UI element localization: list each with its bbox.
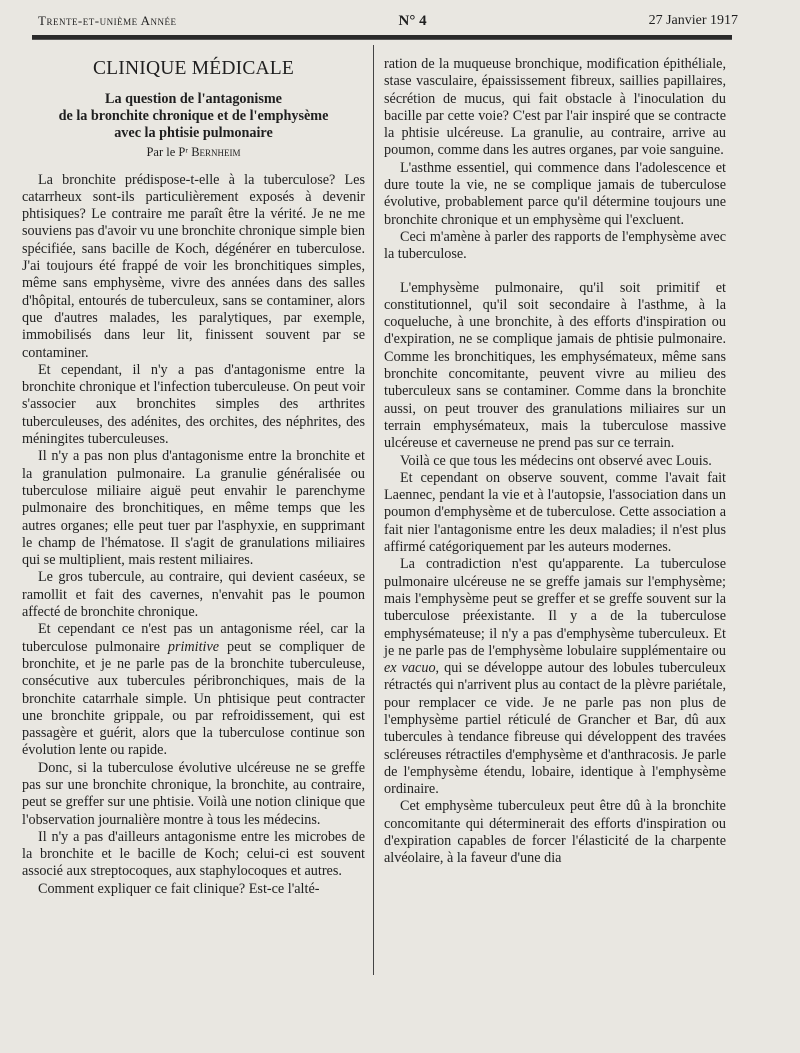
paragraph: Ceci m'amène à parler des rapports de l'emphysème avec la tuberculose. xyxy=(384,228,726,263)
article-title-line-2: de la bronchite chronique et de l'emphysème xyxy=(58,108,329,125)
byline-prefix: Par le Pʳ xyxy=(146,145,189,160)
text-run: La contradiction n'est qu'apparente. La tuberculose pulmonaire ulcéreuse ne se greffe jamais sur l'emphysème; mais l'emphysème peut se greffer et se greffe souvent sur la tuberculose préexistante. Il y a de la tuberculose emphysémateuse; il n'y a pas d'emphysème tuberculeux. Et je ne parle pas de l'emphysème lobulaire supplémentaire ou xyxy=(384,556,726,659)
paragraph: Donc, si la tuberculose évolutive ulcéreuse ne se greffe pas sur une bronchite chronique, la bronchite, au contraire, peut se greffer sur une phtisie. Voilà une notion clinique que l'observation journalière montre à tous les médecins. xyxy=(22,759,365,828)
paragraph: Et cependant on observe souvent, comme l'avait fait Laennec, pendant la vie et à l'autopsie, l'association dans un poumon d'emphysème et de tuberculose. Cette association a fait nier l'antagonisme entre les deux maladies; il n'est plus affirmé catégoriquement par les auteurs modernes. xyxy=(384,469,726,556)
column-divider xyxy=(373,45,374,975)
article-title-line-3: avec la phtisie pulmonaire xyxy=(114,125,273,142)
left-column xyxy=(22,52,365,898)
paragraph: Voilà ce que tous les médecins ont observé avec Louis. xyxy=(400,452,712,469)
byline xyxy=(22,144,365,161)
section-title: CLINIQUE MÉDICALE xyxy=(92,58,295,79)
paragraph: L'emphysème pulmonaire, qu'il soit primitif et constitutionnel, qu'il soit secondaire à l'asthme, à la coqueluche, à une bronchite, à des efforts d'inspiration ou d'expiration, ne se complique jamais de phtisie pulmonaire. Comme les bronchitiques, les emphysémateux, même sans bronchite concomitante, peuvent vivre au milieu des tuberculeux sans se contaminer. Comme dans la bronchite aussi, on peut trouver des granulations miliaires sur un terrain emphysémateux, mais la tuberculose massive ulcéreuse et caverneuse ne prend pas sur ce terrain. xyxy=(384,279,726,452)
journal-name: Trente-et-unième Année xyxy=(38,13,177,28)
paragraph: Et cependant, il n'y a pas d'antagonisme entre la bronchite chronique et l'infection tuberculeuse. On peut voir s'associer aux bronchites simples des arthrites tuberculeuses, des adénites, des orchites, des néphrites, des méningites tuberculeuses. xyxy=(22,361,365,448)
text-run: Et cependant ce n'est pas un antagonisme réel, car la tuberculose pulmonaire xyxy=(22,621,365,655)
paragraph: Le gros tubercule, au contraire, qui devient caséeux, se ramollit et fait des cavernes, n'envahit pas le poumon affecté de bronchite chronique. xyxy=(22,569,365,621)
paragraph xyxy=(384,556,726,798)
paragraph: L'asthme essentiel, qui commence dans l'adolescence et dure toute la vie, ne se complique jamais de tuberculose évolutive, probablement parce qu'il détermine toujours une bronchite chronique et un emphysème qui l'excluent. xyxy=(384,159,726,228)
article-title-line-1: La question de l'antagonisme xyxy=(105,91,282,108)
paragraph: Cet emphysème tuberculeux peut être dû à la bronchite concomitante qui déterminerait des efforts d'inspiration ou d'expiration capables de forcer l'élasticité de la charpente alvéolaire, à la faveur d'une dia xyxy=(384,798,726,867)
emphasis: primitive xyxy=(167,638,220,655)
emphasis: ex vacuo xyxy=(384,660,436,677)
text-run: , qui se développe autour des lobules tuberculeux rétractés qui n'arrivent plus au contact de la plèvre pariétale, pour remplacer ce vide. Je ne parle pas non plus de l'emphysème partiel réticulé de Grancher et Bar, dû aux tubercules à tendance fibreuse qui développent des travées scléreuses rétractiles d'emphysème et d'anthracosis. Je parle de l'emphysème étendu, lobaire, identique à l'emphysème ordinaire. xyxy=(384,660,726,798)
paragraph: ration de la muqueuse bronchique, modification épithéliale, stase vasculaire, épaississement fibreux, saillies papillaires, sécrétion de mucus, qui fait obstacle à l'inoculation du bacille par cette voie? C'est par l'air inspiré que se contracte la phtisie ulcéreuse. La granulie, au contraire, arrive au poumon, comme dans les autres organes, par voie sanguine. xyxy=(384,56,726,159)
paragraph: La bronchite prédispose-t-elle à la tuberculose? Les catarrheux sont-ils particulièrement exposés à devenir phtisiques? Le contraire me paraît être la vérité. Je ne me souviens pas d'avoir vu une bronchite chronique simple bien spécifiée, sans bacille de Koch, dégénérer en tuberculose. J'ai toujours été frappé de voir les bronchitiques simples, même sans emphysème, vivre des années dans des salles d'hôpital, entourés de tuberculeux, sans se contaminer, alors que d'autres malades, les paralytiques, par exemple, immobilisés dans leur lit, finissent souvent par se contaminer. xyxy=(22,171,365,361)
author-name: Bernheim xyxy=(191,145,241,160)
paragraph xyxy=(22,621,365,759)
issue-number: N° 4 xyxy=(398,12,427,29)
paragraph: Comment expliquer ce fait clinique? Est-ce l'alté- xyxy=(38,880,320,897)
right-column xyxy=(384,56,726,868)
paragraph: Il n'y a pas non plus d'antagonisme entre la bronchite et la granulation pulmonaire. La granulie généralisée ou tuberculose miliaire aiguë peut envahir le parenchyme pulmonaire des bronchitiques, en même temps que les autres organes; elle peut tuer par l'asphyxie, en supprimant le champ de l'hématose. Il s'agit de granulations miliaires qui se multiplient, mais restent miliaires. xyxy=(22,448,365,569)
running-header xyxy=(38,10,738,32)
paragraph: Il n'y a pas d'ailleurs antagonisme entre les microbes de la bronchite et le bacille de Koch; celui-ci est souvent associé aux streptocoques, aux staphylocoques et autres. xyxy=(22,828,365,880)
text-run: peut se compliquer de bronchite, et je ne parle pas de la bronchite tuberculeuse, consécutive aux tubercules péribronchiques, mais de la bronchite catarrhale simple. Un phtisique peut contracter une bronchite grippale, ou par refroidissement, qui est passagère et guérit, alors que la tuberculose continue son évolution lente ou rapide. xyxy=(22,638,365,759)
issue-date: 27 Janvier 1917 xyxy=(648,13,738,28)
header-rule xyxy=(32,35,732,40)
